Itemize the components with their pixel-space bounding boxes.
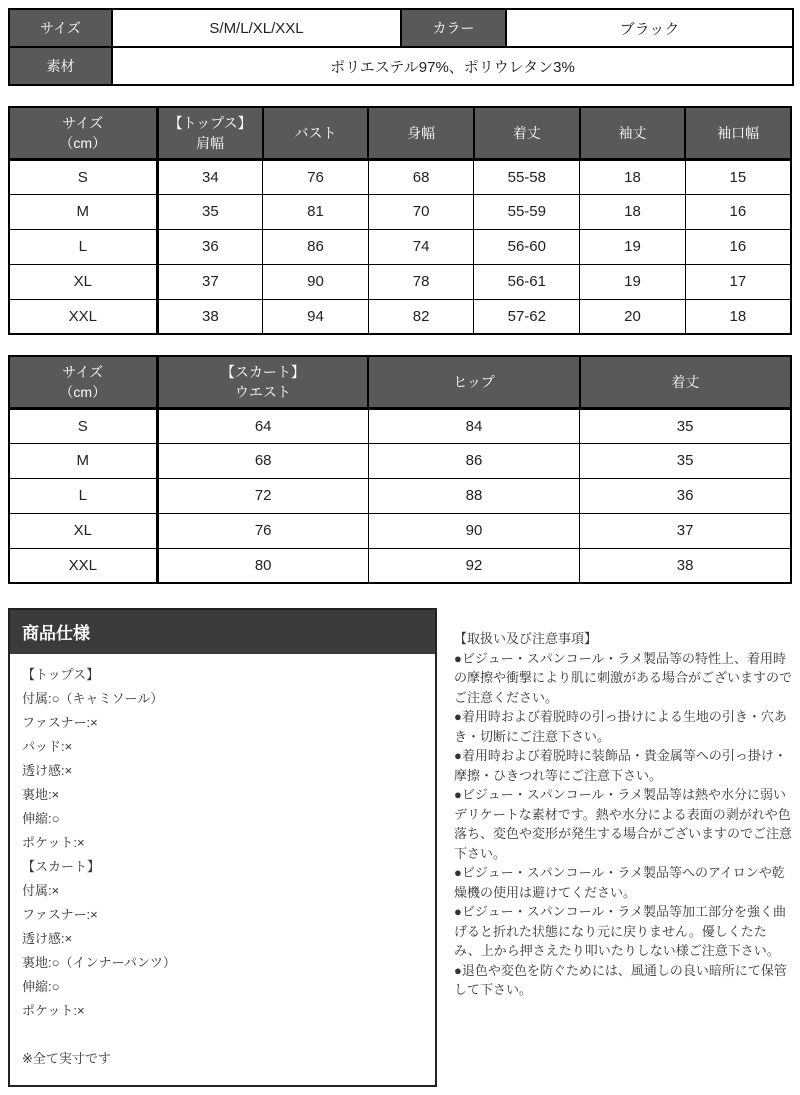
text-line: 伸縮:○ (22, 979, 60, 994)
header-line: 着丈 (512, 124, 541, 141)
column-header-length (580, 356, 791, 408)
data-cell: 70 (368, 194, 474, 229)
data-cell: 74 (368, 229, 474, 264)
text-line: 透け感:× (22, 763, 73, 778)
text-line: ●退色や変色を防ぐためには、風通しの良い暗所にて保管して下さい。 (454, 962, 787, 997)
data-cell: 76 (157, 513, 368, 548)
data-cell: 64 (157, 408, 368, 443)
data-cell: 18 (580, 159, 686, 194)
column-header-shoulder (157, 107, 263, 159)
data-cell: 19 (580, 229, 686, 264)
data-cell: 17 (685, 264, 791, 299)
table-row (9, 513, 791, 548)
text-line: 裏地:○（インナーパンツ） (22, 955, 176, 970)
row-header-cell: XL (9, 264, 157, 299)
table-row (9, 548, 791, 583)
size-value: S/M/L/XL/XXL (112, 9, 401, 47)
header-line: 身幅 (407, 124, 436, 141)
table-row (9, 194, 791, 229)
data-cell: 36 (157, 229, 263, 264)
header-line: ウエスト (234, 383, 291, 400)
data-cell: 37 (580, 513, 791, 548)
data-cell: 82 (368, 299, 474, 334)
header-line: 袖口幅 (717, 124, 760, 141)
column-header-size (9, 356, 157, 408)
column-header-sleeve-length (580, 107, 686, 159)
table-row (9, 299, 791, 334)
precautions-title: 【取扱い及び注意事項】 (454, 631, 598, 646)
size-label: サイズ (9, 9, 112, 47)
skirt-header-row (9, 356, 791, 408)
header-line: （cm） (59, 383, 107, 400)
data-cell: 88 (368, 478, 579, 513)
data-cell: 86 (368, 443, 579, 478)
data-cell: 34 (157, 159, 263, 194)
data-cell: 76 (263, 159, 369, 194)
data-cell: 35 (580, 443, 791, 478)
data-cell: 90 (368, 513, 579, 548)
header-line: 着丈 (671, 373, 700, 390)
header-line: ヒップ (453, 373, 495, 390)
text-line: ポケット:× (22, 1003, 85, 1018)
column-header-size (9, 107, 157, 159)
header-line: 肩幅 (196, 134, 225, 151)
data-cell: 55-59 (474, 194, 580, 229)
table-row (9, 159, 791, 194)
data-cell: 35 (580, 408, 791, 443)
header-line: サイズ (62, 114, 104, 131)
text-line: 付属:○（キャミソール） (22, 691, 164, 706)
data-cell: 57-62 (474, 299, 580, 334)
header-line: 袖丈 (618, 124, 647, 141)
color-value: ブラック (506, 9, 793, 47)
row-header-cell: M (9, 443, 157, 478)
data-cell: 38 (580, 548, 791, 583)
precautions-section (454, 608, 792, 1000)
data-cell: 36 (580, 478, 791, 513)
bottom-section (8, 608, 792, 1087)
product-spec-list (10, 654, 435, 1085)
data-cell: 68 (368, 159, 474, 194)
header-line: バスト (294, 124, 337, 141)
text-line: ※全て実寸です (22, 1051, 111, 1066)
material-value: ポリエステル97%、ポリウレタン3% (112, 47, 793, 85)
data-cell: 78 (368, 264, 474, 299)
data-cell: 16 (685, 194, 791, 229)
text-line: ●ビジュー・スパンコール・ラメ製品等は熱や水分に弱いデリケートな素材です。熱や水分による表面の剥がれや色落ち、変色や変形が発生する場合がございますのでご注意下さい。 (454, 787, 793, 861)
data-cell: 80 (157, 548, 368, 583)
precautions-list (454, 649, 792, 1000)
text-line: ポケット:× (22, 835, 85, 850)
row-header-cell: S (9, 159, 157, 194)
data-cell: 18 (685, 299, 791, 334)
data-cell: 55-58 (474, 159, 580, 194)
column-header-body-width (368, 107, 474, 159)
product-spec-title: 商品仕様 (10, 610, 435, 654)
text-line: 透け感:× (22, 931, 73, 946)
table-row (9, 229, 791, 264)
data-cell: 68 (157, 443, 368, 478)
row-header-cell: XXL (9, 299, 157, 334)
text-line: ●ビジュー・スパンコール・ラメ製品等へのアイロンや乾燥機の使用は避けてください。 (454, 865, 785, 900)
header-line: 【トップス】 (168, 114, 252, 131)
row-header-cell: M (9, 194, 157, 229)
text-line: ファスナー:× (22, 907, 98, 922)
row-header-cell: XL (9, 513, 157, 548)
text-line: ファスナー:× (22, 715, 98, 730)
data-cell: 56-61 (474, 264, 580, 299)
row-header-cell: L (9, 478, 157, 513)
table-row (9, 443, 791, 478)
data-cell: 84 (368, 408, 579, 443)
row-header-cell: S (9, 408, 157, 443)
data-cell: 18 (580, 194, 686, 229)
text-line: ●着用時および着脱時の引っ掛けによる生地の引き・穴あき・切断にご注意下さい。 (454, 709, 787, 744)
tops-size-table (8, 106, 792, 335)
color-label: カラー (401, 9, 506, 47)
column-header-waist (157, 356, 368, 408)
header-line: 【スカート】 (220, 363, 305, 380)
data-cell: 38 (157, 299, 263, 334)
data-cell: 81 (263, 194, 369, 229)
table-row (9, 478, 791, 513)
header-line: サイズ (62, 363, 104, 380)
table-row (9, 408, 791, 443)
text-line: ●着用時および着脱時に装飾品・貴金属等への引っ掛け・摩擦・ひきつれ等にご注意下さい。 (454, 748, 787, 783)
column-header-length (474, 107, 580, 159)
header-line: （cm） (59, 134, 107, 151)
row-header-cell: XXL (9, 548, 157, 583)
data-cell: 35 (157, 194, 263, 229)
table-row (9, 264, 791, 299)
data-cell: 92 (368, 548, 579, 583)
text-line: ●ビジュー・スパンコール・ラメ製品等の特性上、着用時の摩擦や衝撃により肌に刺激がある場合がございますのでご注意ください。 (454, 650, 793, 705)
tops-header-row (9, 107, 791, 159)
data-cell: 20 (580, 299, 686, 334)
skirt-size-table (8, 355, 792, 584)
column-header-cuff-width (685, 107, 791, 159)
data-cell: 15 (685, 159, 791, 194)
data-cell: 72 (157, 478, 368, 513)
material-label: 素材 (9, 47, 112, 85)
row-header-cell: L (9, 229, 157, 264)
text-line: 付属:× (22, 883, 60, 898)
info-row-material (9, 47, 793, 85)
text-line: 【トップス】 (22, 667, 100, 682)
data-cell: 86 (263, 229, 369, 264)
data-cell: 90 (263, 264, 369, 299)
text-line: 伸縮:○ (22, 811, 60, 826)
text-line (22, 1023, 423, 1047)
text-line: パッド:× (22, 739, 73, 754)
data-cell: 16 (685, 229, 791, 264)
product-spec-box (8, 608, 437, 1087)
text-line: 裏地:× (22, 787, 60, 802)
text-line: ●ビジュー・スパンコール・ラメ製品等加工部分を強く曲げると折れた状態になり元に戻りません。優しくたたみ、上から押さえたり叩いたりしない様ご注意下さい。 (454, 904, 786, 958)
data-cell: 94 (263, 299, 369, 334)
info-row-size-color (9, 9, 793, 47)
product-info-table (8, 8, 794, 86)
column-header-bust (263, 107, 369, 159)
data-cell: 19 (580, 264, 686, 299)
data-cell: 56-60 (474, 229, 580, 264)
data-cell: 37 (157, 264, 263, 299)
text-line: 【スカート】 (22, 859, 101, 874)
column-header-hip (368, 356, 579, 408)
